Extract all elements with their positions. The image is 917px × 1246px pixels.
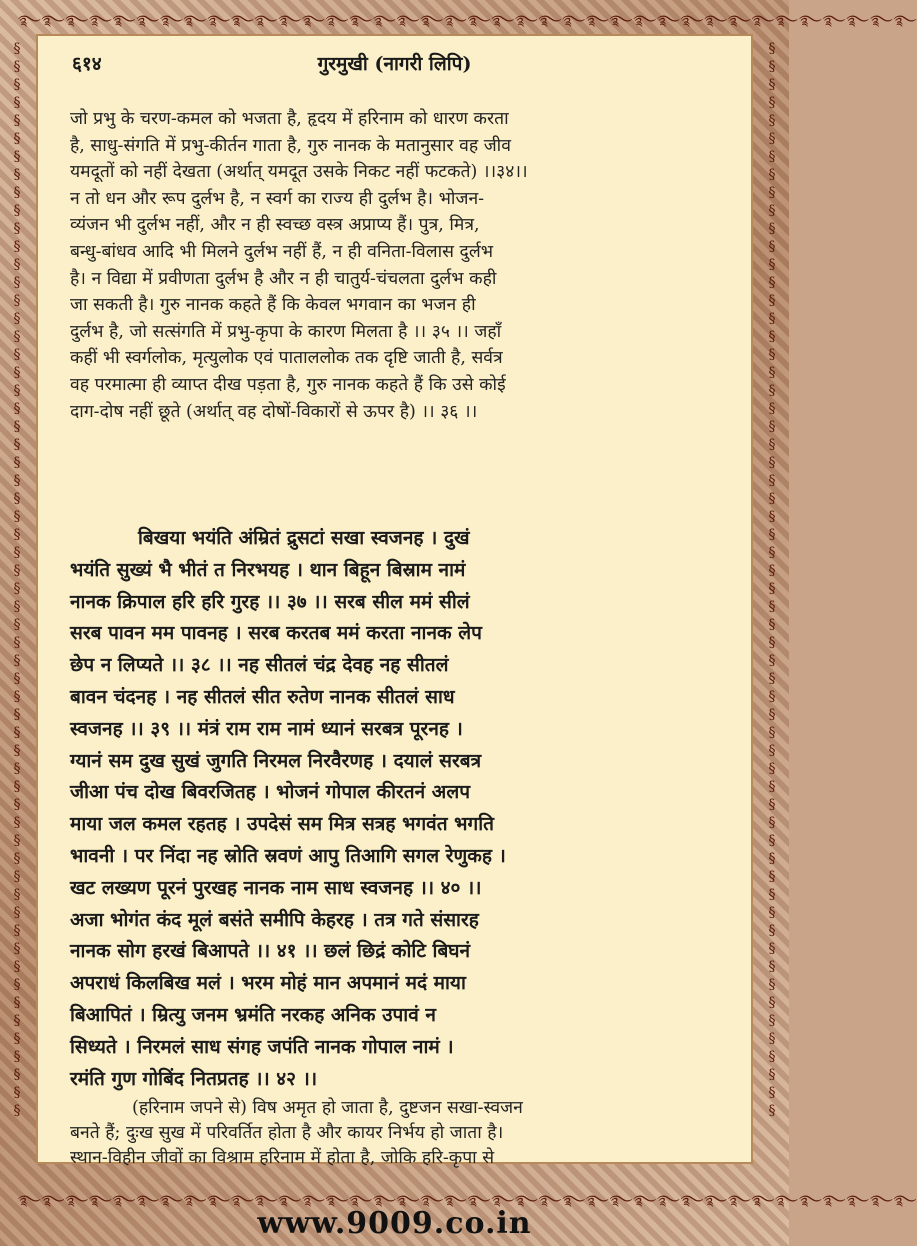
- page-title: गुरमुखी (नागरी लिपि): [317, 53, 472, 75]
- text-line: बनते हैं; दुःख सुख में परिवर्तित होता है और कायर निर्भय हो जाता है।: [70, 1123, 504, 1143]
- text-line: जा सकती है। गुरु नानक कहते हैं कि केवल भगवान का भजन ही: [70, 295, 476, 316]
- book-page: [36, 34, 753, 1168]
- text-line: है, साधु-संगति में प्रभु-कीर्तन गाता है, गुरु नानक के मतानुसार वह जीव: [70, 135, 511, 156]
- text-line: व्यंजन भी दुर्लभ नहीं, और न ही स्वच्छ वस्त्र अप्राप्य हैं। पुत्र, मित्र,: [70, 215, 480, 236]
- text-line: यमदूतों को नहीं देखता (अर्थात् यमदूत उसके निकट नहीं फटकते) ।।३४।।: [70, 162, 528, 183]
- verse-line: बिखया भयंति अंम्रितं द्रुसटां सखा स्वजनह । दुखं: [138, 527, 470, 549]
- verse-line: बावन चंदनह । नह सीतलं सीत रुतेण नानक सीतलं साध: [70, 685, 455, 708]
- verse-line: भयंति सुख्यं भै भीतं त निरभयह । थान बिहून बिस्राम नामं: [70, 558, 466, 581]
- text-line: दुर्लभ है, जो सत्संगति में प्रभु-कृपा के कारण मिलता है ।। ३५ ।। जहाँ: [70, 321, 502, 342]
- verse-line: अपराधं किलबिख मलं । भरम मोहं मान अपमानं मदं माया: [70, 972, 466, 995]
- verse-line: अजा भोगंत कंद मूलं बसंते समीपि केहरह । तत्र गते संसारह: [70, 908, 479, 931]
- verse-line: सिध्यते । निरमलं साध संगह जपंति नानक गोपाल नामं ।: [70, 1035, 454, 1058]
- top-ornament-border: ࿐࿐࿐࿐࿐࿐࿐࿐࿐࿐࿐࿐࿐࿐࿐࿐࿐࿐࿐࿐࿐࿐࿐࿐࿐࿐࿐࿐࿐࿐࿐࿐࿐࿐࿐࿐࿐࿐: [18, 13, 917, 29]
- verse-line: नानक सोग हरखं बिआपते ।। ४१ ।। छलं छिद्रं कोटि बिघनं: [70, 940, 471, 963]
- verse-line: छेप न लिप्यते ।। ३८ ।। नह सीतलं चंद्र देवह नह सीतलं: [70, 654, 449, 677]
- page-header: [38, 46, 751, 76]
- verse-line: स्वजनह ।। ३९ ।। मंत्रं राम राम नामं ध्यानं सरबत्र पूरनह ।: [70, 717, 463, 740]
- page-number: ६१४: [72, 53, 102, 75]
- verse-line: रमंति गुण गोबिंद नितप्रतह ।। ४२ ।।: [70, 1067, 318, 1090]
- verse-line: बिआपितं । म्रित्यु जनम भ्रमंति नरकह अनिक उपावं न: [70, 1003, 436, 1026]
- verse-line: भावनी । पर निंदा नह स्रोति स्रवणं आपु तिआगि सगल रेणुकह ।: [70, 844, 506, 867]
- text-line: कहीं भी स्वर्गलोक, मृत्युलोक एवं पाताललोक तक दृष्टि जाती है, सर्वत्र: [70, 348, 503, 369]
- text-line: जो प्रभु के चरण-कमल को भजता है, हृदय में हरिनाम को धारण करता: [70, 109, 509, 129]
- text-line: दाग-दोष नहीं छूते (अर्थात् वह दोषों-विकारों से ऊपर है) ।। ३६ ।।: [70, 401, 478, 422]
- verse-line: माया जल कमल रहतह । उपदेसं सम मित्र सत्रह भगवंत भगति: [70, 813, 494, 836]
- website-url[interactable]: www.9009.co.in: [257, 1206, 532, 1241]
- right-ornament-border: § § § § § § § § § § § § § § § § § § § § § § § § § § § § § § § § § § § § § § § § § § § § § § § § § § § § § § § § § § § §: [768, 41, 776, 1119]
- commentary-paragraph-1: [70, 106, 725, 425]
- verse-line: खट लख्यण पूरनं पुरखह नानक नाम साध स्वजनह ।। ४० ।।: [70, 876, 482, 899]
- text-line: बन्धु-बांधव आदि भी मिलने दुर्लभ नहीं हैं, न ही वनिता-विलास दुर्लभ: [70, 241, 494, 262]
- text-line: स्थान-विहीन जीवों का विश्राम हरिनाम में होता है, जोकि हरि-कृपा से: [70, 1148, 495, 1168]
- text-line: न तो धन और रूप दुर्लभ है, न स्वर्ग का राज्य ही दुर्लभ है। भोजन-: [70, 188, 485, 209]
- verse-line: नानक क्रिपाल हरि हरि गुरह ।। ३७ ।। सरब सील ममं सीलं: [70, 590, 470, 613]
- left-ornament-border: § § § § § § § § § § § § § § § § § § § § § § § § § § § § § § § § § § § § § § § § § § § § § § § § § § § § § § § § § § § §: [13, 41, 21, 1119]
- bottom-ornament-border: ࿐࿐࿐࿐࿐࿐࿐࿐࿐࿐࿐࿐࿐࿐࿐࿐࿐࿐࿐࿐࿐࿐࿐࿐࿐࿐࿐࿐࿐࿐࿐࿐࿐࿐࿐࿐࿐࿐: [18, 1193, 917, 1209]
- text-line: है। न विद्या में प्रवीणता दुर्लभ है और न ही चातुर्य-चंचलता दुर्लभ कही: [70, 268, 497, 289]
- commentary-paragraph-2: [70, 1096, 725, 1171]
- verse-line: जीआ पंच दोख बिवरजितह । भोजनं गोपाल कीरतनं अलप: [70, 781, 470, 804]
- text-line: वह परमात्मा ही व्याप्त दीख पड़ता है, गुरु नानक कहते हैं कि उसे कोई: [70, 374, 506, 395]
- text-line: (हरिनाम जपने से) विष अमृत हो जाता है, दुष्टजन सखा-स्वजन: [132, 1098, 523, 1118]
- verse-line: ग्यानं सम दुख सुखं जुगति निरमल निरवैरणह । दयालं सरबत्र: [70, 749, 482, 772]
- verse-line: सरब पावन मम पावनह । सरब करतब ममं करता नानक लेप: [70, 622, 482, 645]
- verse-block: [70, 523, 725, 1095]
